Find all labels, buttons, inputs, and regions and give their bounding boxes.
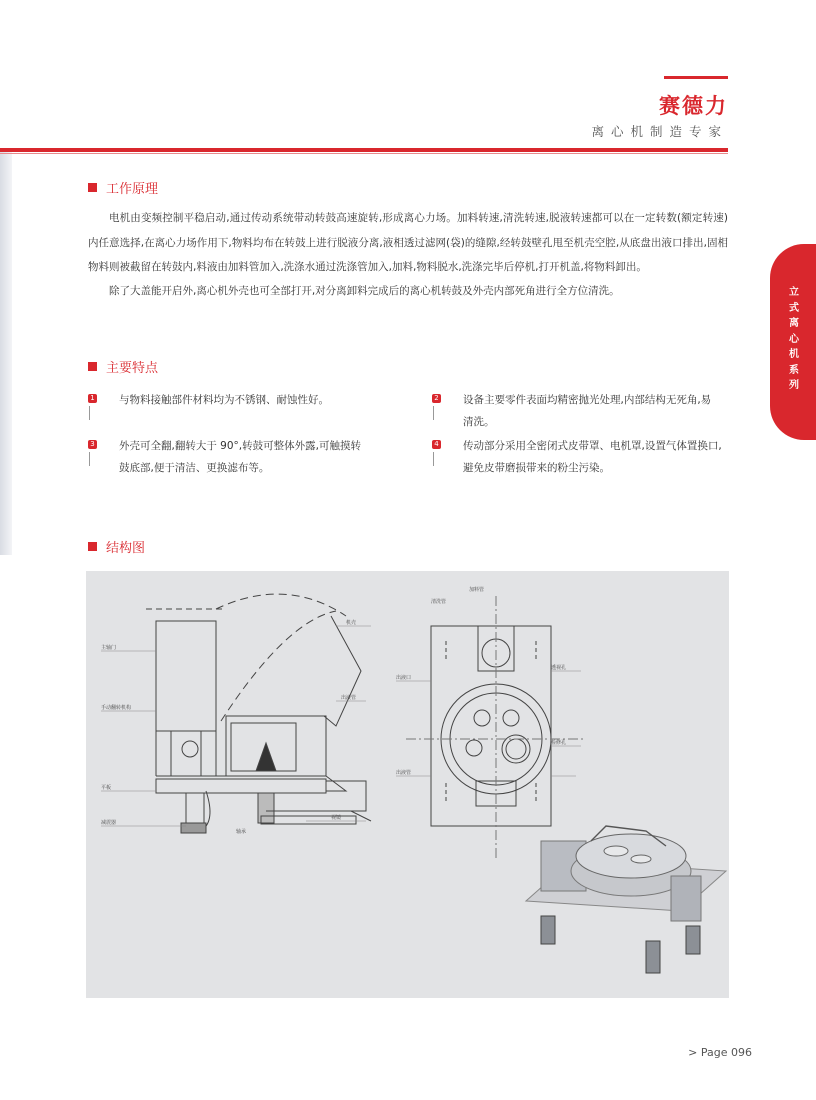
section-title-structure: 结构图 bbox=[88, 537, 145, 556]
brand-name: 赛德力 bbox=[659, 94, 728, 118]
centrifuge-schematic bbox=[86, 571, 729, 998]
principle-paragraph-2: 除了大盖能开启外,离心机外壳也可全部打开,对分离卸料完成后的离心机转鼓及外壳内部死角进行全方位清洗。 bbox=[109, 285, 620, 297]
feature-number-badge: 1 bbox=[88, 394, 97, 403]
feature-item: 1 与物料接触部件材料均为不锈钢、耐蚀性好。 bbox=[88, 389, 398, 433]
drawing-callout-label: 出液管 bbox=[396, 770, 412, 776]
page-number: > Page 096 bbox=[688, 1046, 752, 1059]
centrifuge-render bbox=[526, 826, 726, 973]
structure-drawing bbox=[86, 571, 729, 998]
feature-number-badge: 3 bbox=[88, 440, 97, 449]
brand-slogan: 离心机制造专家 bbox=[591, 124, 728, 139]
feature-item: 2 设备主要零件表面均精密抛光处理,内部结构无死角,易 清洗。 bbox=[432, 389, 732, 433]
drawing-callout-label: 减震器 bbox=[101, 820, 117, 826]
header-rule-thin bbox=[0, 153, 728, 154]
brand-accent-line bbox=[664, 76, 728, 79]
drawing-callout-label: 手动翻转机构 bbox=[101, 705, 132, 711]
drawing-callout-label: 加料管 bbox=[469, 587, 485, 593]
drawing-callout-label: 轴承 bbox=[236, 829, 247, 835]
feature-item: 3 外壳可全翻,翻转大于 90°,转鼓可整体外露,可触摸转 鼓底部,便于清洁、更换滤布等。 bbox=[88, 435, 398, 479]
drawing-callout-label: 视镜 bbox=[331, 815, 342, 821]
section-marker-icon bbox=[88, 542, 97, 551]
drawing-callout-label: 出液口 bbox=[396, 675, 412, 681]
feature-item: 4 传动部分采用全密闭式皮带罩、电机罩,设置气体置换口, 避免皮带磨损带来的粉尘污染。 bbox=[432, 435, 732, 479]
drawing-callout-label: 出液管 bbox=[341, 695, 357, 701]
section-title-features: 主要特点 bbox=[88, 357, 158, 376]
drawing-callout-label: 清洗管 bbox=[431, 599, 447, 605]
feature-number-badge: 2 bbox=[432, 394, 441, 403]
drawing-callout-label: 透视孔 bbox=[551, 665, 567, 671]
left-edge-shade bbox=[0, 150, 12, 555]
motor-housing-outline bbox=[156, 621, 216, 731]
drawing-callout-label: 主轴门 bbox=[101, 645, 117, 651]
drawing-callout-label: 机壳 bbox=[346, 620, 357, 626]
series-side-tab-label: 立式离心机系列 bbox=[789, 287, 799, 391]
section-marker-icon bbox=[88, 183, 97, 192]
header-rule bbox=[0, 148, 728, 152]
feature-number-badge: 4 bbox=[432, 440, 441, 449]
section-marker-icon bbox=[88, 362, 97, 371]
section-title-principle: 工作原理 bbox=[88, 178, 158, 197]
drawing-callout-label: 平板 bbox=[101, 785, 112, 791]
principle-paragraph-1: 电机由变频控制平稳启动,通过传动系统带动转鼓高速旋转,形成离心力场。加料转速,清洗转速,脱液转速都可以在一定转数(额定转速)内任意选择,在离心力场作用下,物料均布在转鼓上进行脱液分离,液相透过滤网(袋)的缝隙,经转鼓壁孔甩至机壳空腔,从底盘出液口排出,固相物料则被截留在转鼓内,料液由加料管加入,洗涤水通过洗涤管加入,加料,物料脱水,洗涤完毕后停机,打开机盖,将物料卸出。 bbox=[88, 212, 728, 273]
drawing-callout-label: 检修孔 bbox=[551, 740, 567, 746]
